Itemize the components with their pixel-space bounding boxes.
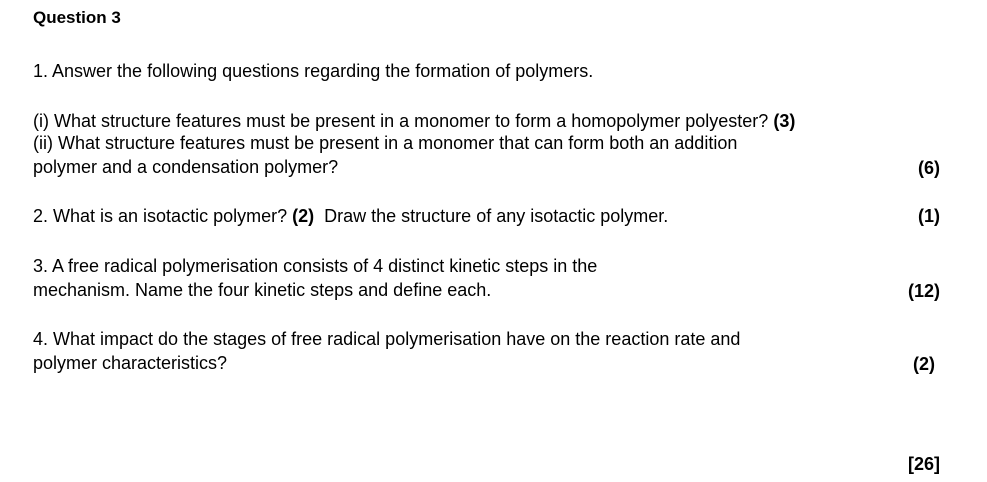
q3-line2: mechanism. Name the four kinetic steps and define each. (33, 280, 492, 300)
q1-intro: 1. Answer the following questions regarding the formation of polymers. (33, 61, 594, 81)
q3-line1: 3. A free radical polymerisation consists of 4 distinct kinetic steps in the (33, 256, 598, 276)
q4-line1: 4. What impact do the stages of free radical polymerisation have on the reaction rate and (33, 329, 741, 349)
q1-part-i (33, 110, 795, 132)
q1-part-i-marks: (3) (773, 111, 796, 131)
q1-part-ii-line2: polymer and a condensation polymer? (33, 157, 339, 177)
q3-marks: (12) (907, 281, 940, 301)
q2-marks: (1) (918, 206, 940, 226)
q1-part-ii-marks: (6) (918, 158, 940, 178)
q1-part-ii-line1: (ii) What structure features must be present in a monomer that can form both an addition (33, 133, 738, 153)
q4-marks: (2) (913, 354, 935, 374)
q2-text-a: 2. What is an isotactic polymer? (33, 206, 288, 226)
q2-inline-marks: (2) (292, 206, 315, 226)
question-heading: Question 3 (33, 8, 121, 27)
q2-question (33, 205, 668, 227)
q4-line2: polymer characteristics? (33, 353, 228, 373)
q1-part-i-text: (i) What structure features must be present in a monomer to form a homopolymer polyester? (33, 111, 769, 131)
q2-text-b: Draw the structure of any isotactic polymer. (324, 206, 669, 226)
total-marks: [26] (907, 454, 940, 474)
